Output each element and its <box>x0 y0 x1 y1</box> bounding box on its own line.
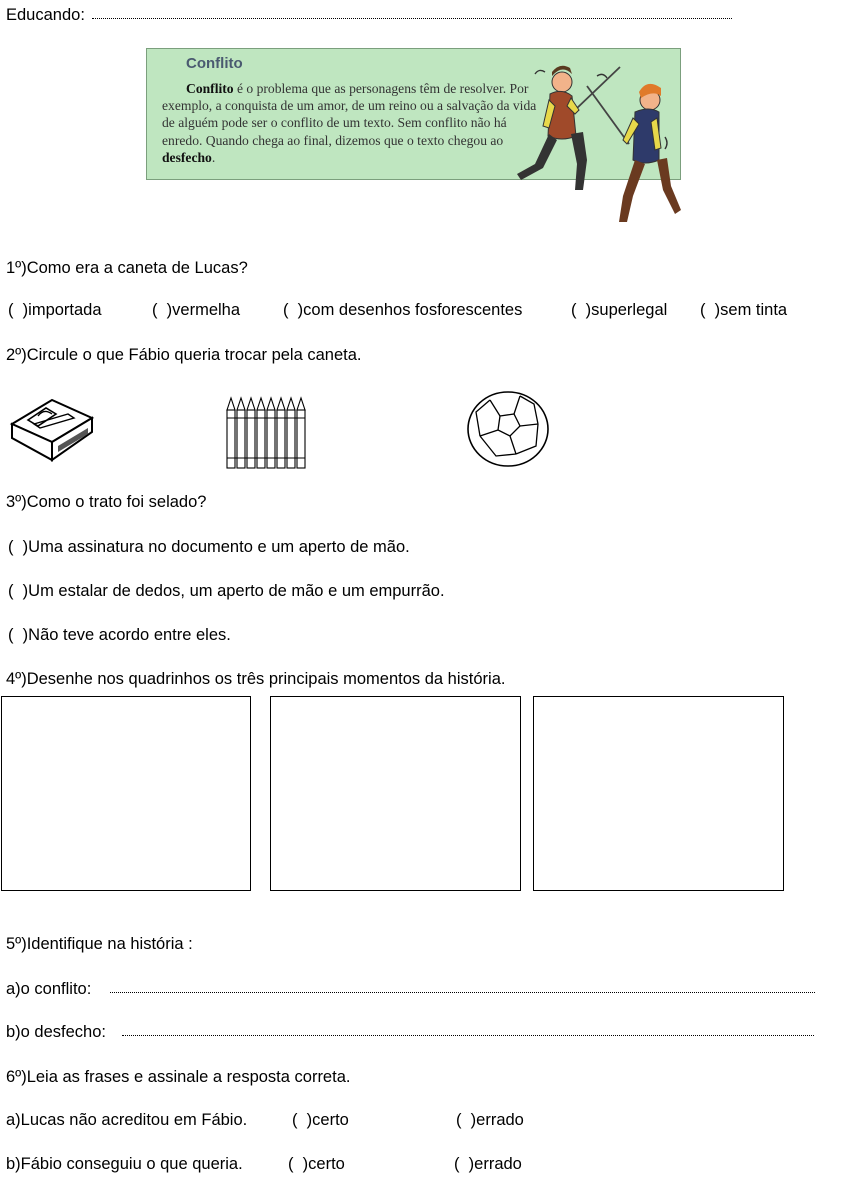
q6-question: 6º)Leia as frases e assinale a resposta correta. <box>6 1068 351 1086</box>
q1-option-vermelha[interactable]: ( )vermelha <box>152 301 241 319</box>
q5-a-answer-line[interactable] <box>110 992 815 993</box>
crayons-icon[interactable] <box>224 396 310 470</box>
conflito-text-body: é o problema que as personagens têm de resolver. Por exemplo, a conquista de um amor, de um reino ou a salvação da vida de alguém pode ser o conflito de um texto. Sem conflito não há enredo. Quando chega ao final, dizemos que o texto chegou ao <box>162 81 537 148</box>
pencil-case-icon[interactable] <box>8 388 96 464</box>
q3-option-sem-acordo[interactable]: ( )Não teve acordo entre eles. <box>8 626 231 644</box>
q1-option-sem-tinta[interactable]: ( )sem tinta <box>700 301 788 319</box>
conflito-text-end: . <box>211 149 216 165</box>
q3-question: 3º)Como o trato foi selado? <box>6 493 207 511</box>
drawing-box-1[interactable] <box>1 696 251 891</box>
q6-a-statement: a)Lucas não acreditou em Fábio. <box>6 1111 248 1129</box>
q3-option-estalar[interactable]: ( )Um estalar de dedos, um aperto de mão e um empurrão. <box>8 582 445 600</box>
fencers-illustration <box>505 62 685 232</box>
conflito-bold-start: Conflito <box>186 81 234 96</box>
drawing-box-3[interactable] <box>533 696 784 891</box>
q2-question: 2º)Circule o que Fábio queria trocar pela caneta. <box>6 346 362 364</box>
q6-b-errado[interactable]: ( )errado <box>454 1155 522 1173</box>
q1-option-superlegal[interactable]: ( )superlegal <box>571 301 668 319</box>
q5-a-label: a)o conflito: <box>6 980 92 998</box>
q6-a-errado[interactable]: ( )errado <box>456 1111 524 1129</box>
q6-a-certo[interactable]: ( )certo <box>292 1111 349 1129</box>
soccer-ball-icon[interactable] <box>466 390 550 468</box>
q5-question: 5º)Identifique na história : <box>6 935 193 953</box>
conflito-bold-end: desfecho <box>162 149 212 165</box>
drawing-box-2[interactable] <box>270 696 521 891</box>
conflito-title: Conflito <box>186 55 243 72</box>
q4-question: 4º)Desenhe nos quadrinhos os três principais momentos da história. <box>6 670 506 688</box>
q6-b-statement: b)Fábio conseguiu o que queria. <box>6 1155 243 1173</box>
q5-b-answer-line[interactable] <box>122 1035 814 1036</box>
q1-question: 1º)Como era a caneta de Lucas? <box>6 259 248 277</box>
q5-b-label: b)o desfecho: <box>6 1023 106 1041</box>
educando-label: Educando: <box>6 6 85 24</box>
conflito-text <box>162 80 542 166</box>
q1-option-desenhos[interactable]: ( )com desenhos fosforescentes <box>283 301 523 319</box>
educando-fill-line[interactable] <box>92 18 732 19</box>
q1-option-importada[interactable]: ( )importada <box>8 301 102 319</box>
q3-option-assinatura[interactable]: ( )Uma assinatura no documento e um aperto de mão. <box>8 538 410 556</box>
q6-b-certo[interactable]: ( )certo <box>288 1155 345 1173</box>
